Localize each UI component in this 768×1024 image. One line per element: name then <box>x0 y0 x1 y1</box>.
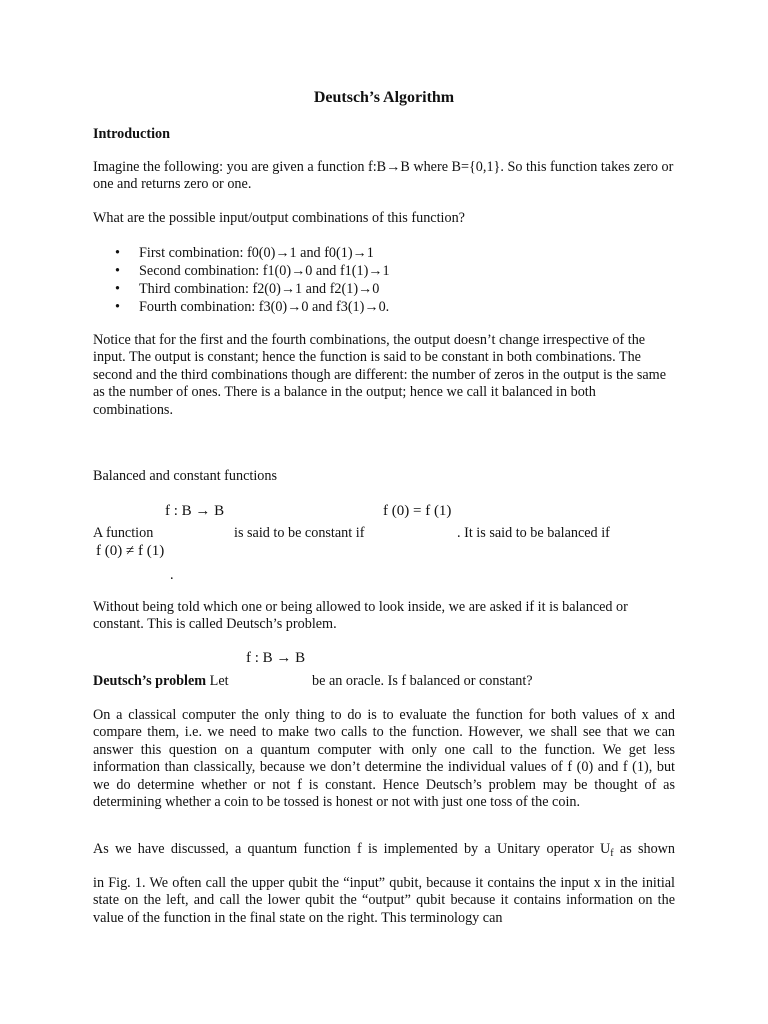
quantum-line-1: As we have discussed, a quantum function f is implemented by a Unitary operator $U_f$ as shown <box>93 841 676 859</box>
definition-period: . <box>170 567 174 583</box>
combination-list <box>93 245 390 317</box>
classical-paragraph: On a classical computer the only thing to do is to evaluate the function for both values of x and compare them, i.e. we need to make two calls to the function. However, we shall see that we can answer this question on a quantum computer with only one call to the function. We get less information than classically, because we don’t determine the individual values of f (0) and f (1), but we do determine whether or not f is constant. Hence Deutsch’s problem may be thought of as determining whether a coin to be tossed is honest or not with just one toss of the coin. <box>93 707 675 811</box>
formula-balanced: f (0) ≠ f (1) <box>96 543 165 559</box>
bullet-icon: • <box>115 281 120 297</box>
definition-text-a: A function <box>93 525 154 541</box>
bullet-icon: • <box>115 299 120 315</box>
quantum-paragraph: in Fig. 1. We often call the upper qubit the “input” qubit, because it contains the input x in the initial state on the left, and call the lower qubit the “output” qubit because it contains information on the value of the function in the final state on the right. This terminology can <box>93 875 675 926</box>
formula-constant: f (0) = f (1) <box>383 503 452 519</box>
definition-text-b: is said to be constant if <box>234 525 365 541</box>
combinations-question: What are the possible input/output combinations of this function? <box>93 210 465 226</box>
notice-paragraph: Notice that for the first and the fourth combinations, the output doesn’t change irrespective of the input. The output is constant; hence the function is said to be constant in both combinations. The second and the third combinations though are different: the number of zeros in the output is the same as the number of ones. There is a balance in the output; hence we call it balanced in both combinations. <box>93 332 667 418</box>
problem-label: Deutsch’s problem <box>93 673 207 689</box>
balanced-heading: Balanced and constant functions <box>93 468 277 484</box>
formula-oracle: f : B → B <box>246 650 306 666</box>
formula-function-def: f : B → B <box>165 503 225 519</box>
intro-heading: Introduction <box>93 126 170 142</box>
list-item: • Fourth combination: f3(0)→0 and f3(1)→0. <box>115 299 390 315</box>
list-item: • Third combination: f2(0)→1 and f2(1)→0 <box>115 281 380 297</box>
definition-text-c: . It is said to be balanced if <box>457 525 610 541</box>
bullet-icon: • <box>115 245 120 261</box>
list-item: • First combination: f0(0)→1 and f0(1)→1 <box>115 245 374 261</box>
page-title: Deutsch’s Algorithm <box>313 89 455 106</box>
problem-let: Let <box>209 673 229 689</box>
list-item: • Second combination: f1(0)→0 and f1(1)→1 <box>115 263 390 279</box>
subscript-f: f <box>610 848 614 859</box>
bullet-icon: • <box>115 263 120 279</box>
intro-paragraph: Imagine the following: you are given a function f:B→B where B={0,1}. So this function takes zero or one and returns zero or one. <box>93 159 674 193</box>
problem-question: be an oracle. Is f balanced or constant? <box>312 673 533 689</box>
without-paragraph: Without being told which one or being allowed to look inside, we are asked if it is balanced or constant. This is called Deutsch’s problem. <box>93 599 628 633</box>
problem-statement <box>93 673 229 690</box>
